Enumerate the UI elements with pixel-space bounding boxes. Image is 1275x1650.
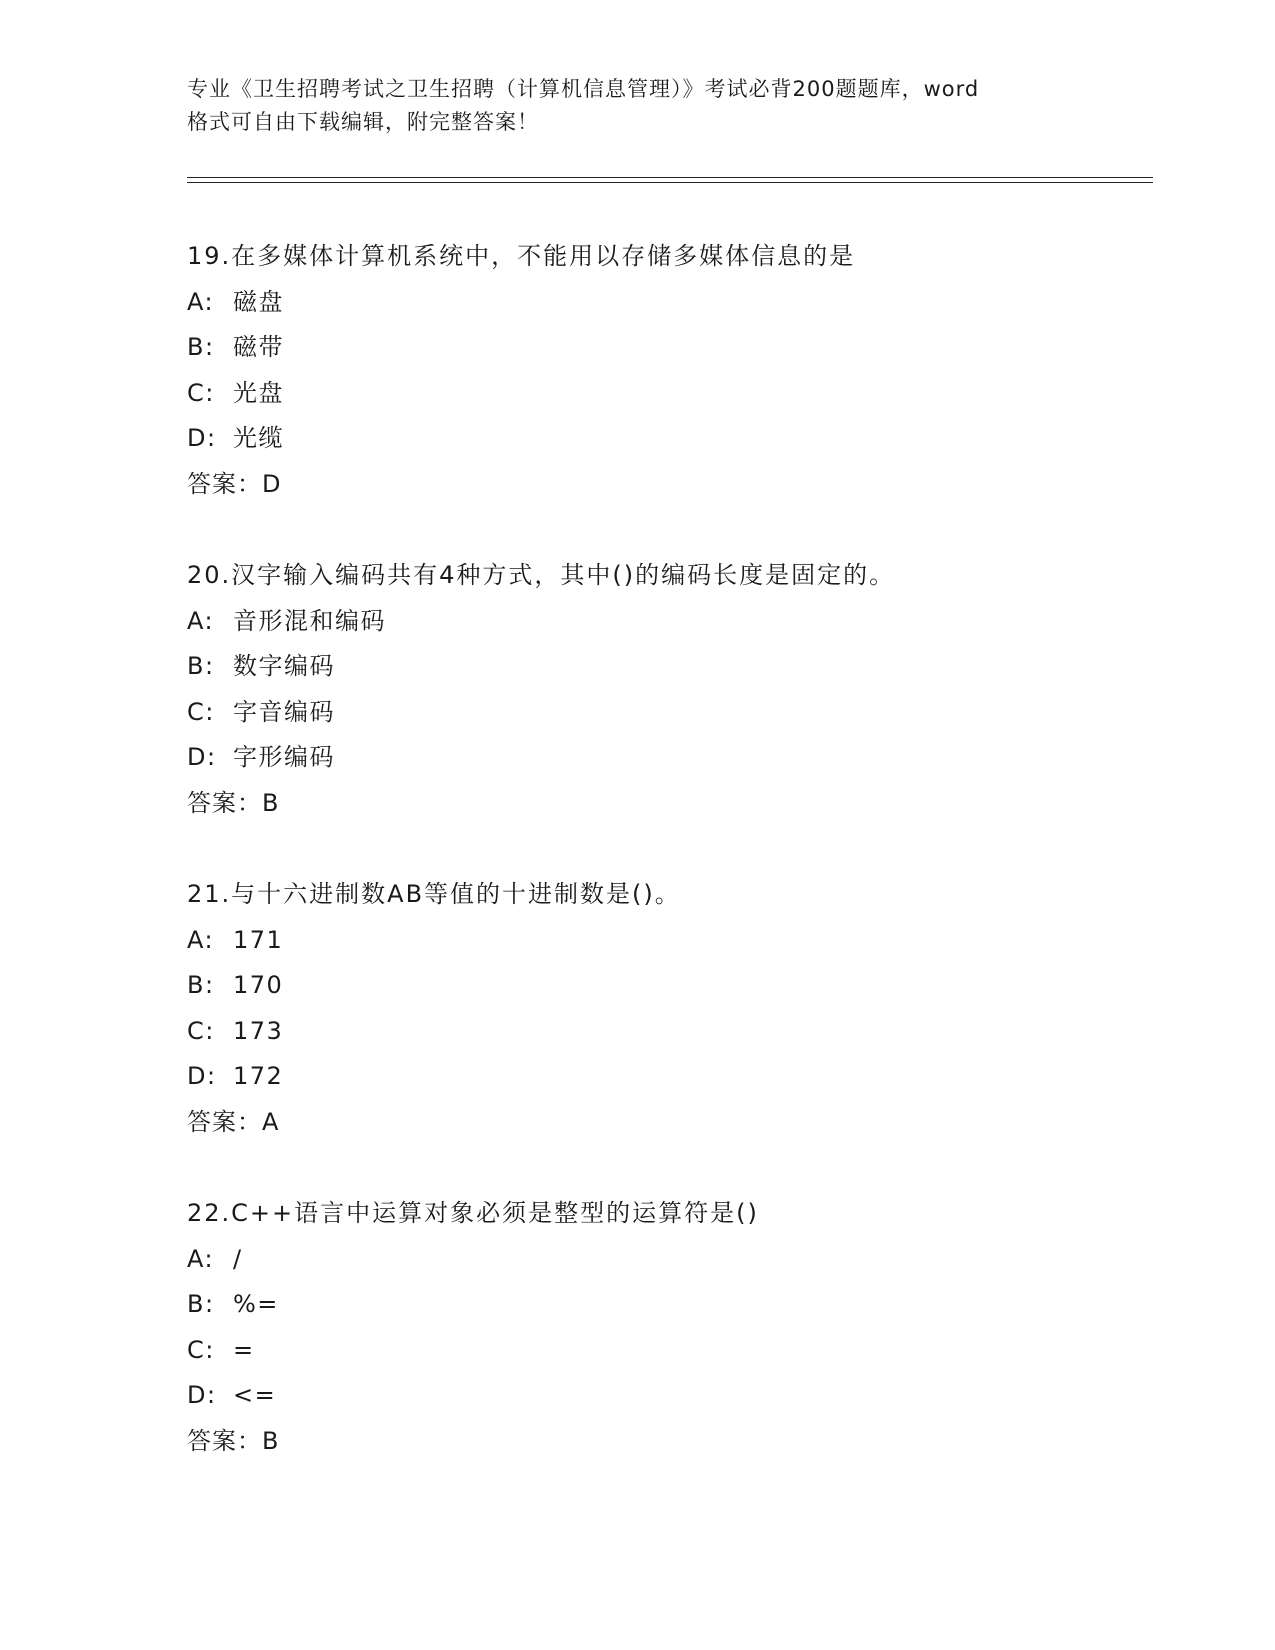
answer: 答案：D bbox=[187, 469, 282, 498]
answer: 答案：B bbox=[187, 788, 280, 817]
option-text: 光缆 bbox=[233, 424, 284, 452]
option-label: D: bbox=[187, 743, 217, 771]
option-a bbox=[187, 280, 1147, 326]
option-label: D: bbox=[187, 1381, 217, 1409]
question-title: 22.C++语言中运算对象必须是整型的运算符是() bbox=[187, 1199, 759, 1227]
option-d bbox=[187, 1054, 1147, 1100]
option-d bbox=[187, 735, 1147, 781]
option-text: 字形编码 bbox=[233, 743, 335, 771]
option-text: 字音编码 bbox=[233, 697, 335, 726]
option-a bbox=[187, 599, 1147, 645]
option-label: B: bbox=[187, 333, 215, 361]
question-20 bbox=[187, 553, 1147, 826]
option-text: 173 bbox=[233, 1016, 284, 1045]
question-title: 21.与十六进制数AB等值的十进制数是()。 bbox=[187, 880, 681, 908]
option-label: C: bbox=[187, 1335, 215, 1364]
option-b bbox=[187, 325, 1147, 371]
option-a bbox=[187, 1237, 1147, 1283]
option-b bbox=[187, 963, 1147, 1009]
header-divider-bottom bbox=[187, 182, 1153, 183]
option-text: = bbox=[233, 1335, 255, 1364]
option-text: 磁带 bbox=[233, 333, 284, 361]
option-label: A: bbox=[187, 287, 215, 316]
option-label: A: bbox=[187, 606, 215, 635]
option-text: / bbox=[233, 1244, 243, 1273]
option-label: A: bbox=[187, 925, 215, 954]
option-label: C: bbox=[187, 697, 215, 726]
option-d bbox=[187, 416, 1147, 462]
option-label: B: bbox=[187, 652, 215, 680]
option-b bbox=[187, 644, 1147, 690]
option-text: 170 bbox=[233, 971, 284, 999]
question-title: 20.汉字输入编码共有4种方式，其中()的编码长度是固定的。 bbox=[187, 561, 896, 589]
answer: 答案：A bbox=[187, 1107, 280, 1136]
option-text: 音形混和编码 bbox=[233, 606, 386, 635]
option-text: 172 bbox=[233, 1062, 284, 1090]
header-line-1: 专业《卫生招聘考试之卫生招聘（计算机信息管理）》考试必背200题题库，word bbox=[187, 77, 980, 101]
option-label: B: bbox=[187, 971, 215, 999]
question-21 bbox=[187, 872, 1147, 1145]
option-c bbox=[187, 690, 1147, 736]
option-label: D: bbox=[187, 1062, 217, 1090]
option-d bbox=[187, 1373, 1147, 1419]
option-text: 数字编码 bbox=[233, 652, 335, 680]
option-a bbox=[187, 918, 1147, 964]
option-text: %= bbox=[233, 1290, 279, 1318]
option-label: C: bbox=[187, 1016, 215, 1045]
question-19 bbox=[187, 234, 1147, 507]
option-c bbox=[187, 1009, 1147, 1055]
question-22 bbox=[187, 1191, 1147, 1464]
option-label: A: bbox=[187, 1244, 215, 1273]
option-c bbox=[187, 371, 1147, 417]
header-line-2: 格式可自由下载编辑，附完整答案！ bbox=[187, 110, 539, 134]
answer: 答案：B bbox=[187, 1426, 280, 1455]
option-label: D: bbox=[187, 424, 217, 452]
option-c bbox=[187, 1328, 1147, 1374]
option-label: C: bbox=[187, 378, 215, 407]
option-text: 171 bbox=[233, 925, 284, 954]
header-divider-top bbox=[187, 177, 1153, 178]
option-text: 光盘 bbox=[233, 378, 284, 407]
option-b bbox=[187, 1282, 1147, 1328]
question-title: 19.在多媒体计算机系统中，不能用以存储多媒体信息的是 bbox=[187, 242, 856, 270]
document-header bbox=[187, 73, 1107, 139]
option-text: 磁盘 bbox=[233, 287, 284, 316]
option-text: <= bbox=[233, 1381, 277, 1409]
option-label: B: bbox=[187, 1290, 215, 1318]
